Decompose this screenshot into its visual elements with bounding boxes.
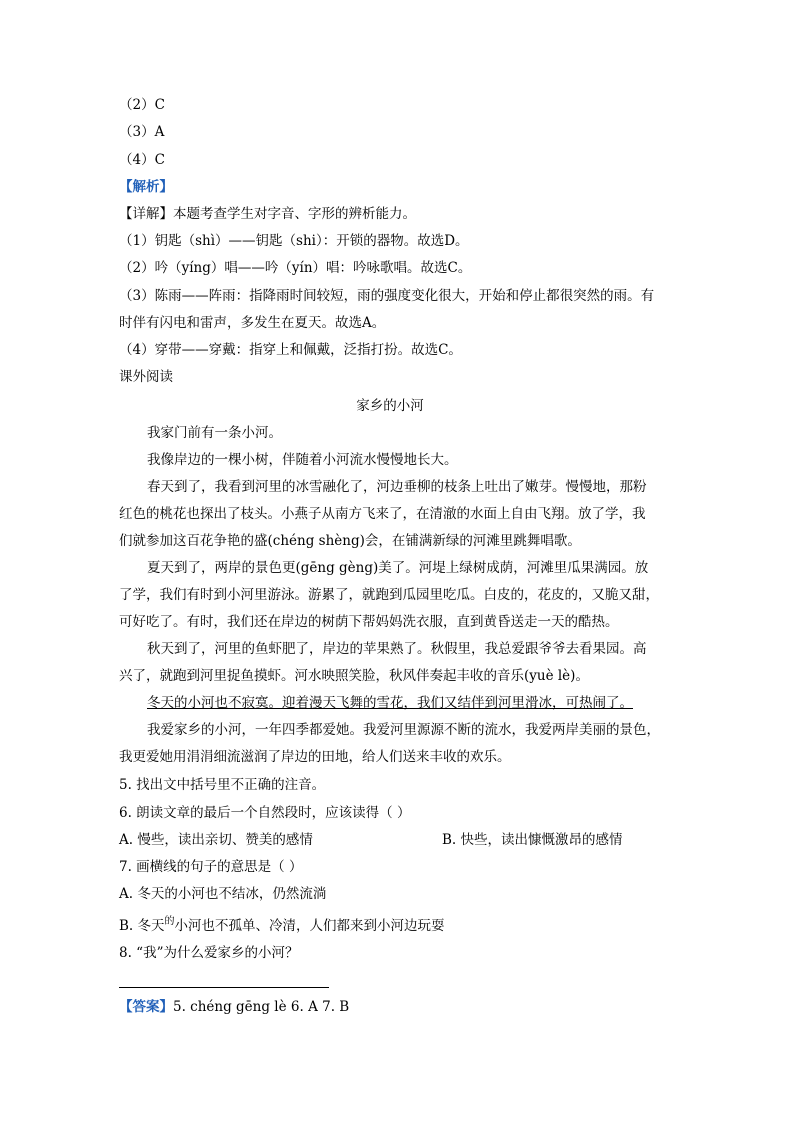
option-b-sup: 的: [164, 916, 175, 927]
passage-title: 家乡的小河: [356, 398, 424, 414]
passage-line-10: 兴了，就跑到河里捉鱼摸虾。河水映照笑脸，秋风伴奏起丰收的音乐(yuè lè)。: [119, 668, 589, 684]
answer-text: 5. chéng gēng lè 6. A 7. B: [173, 999, 350, 1015]
jiexi-label: 【解析】: [119, 179, 173, 195]
explanation-3-cont: 时伴有闪电和雷声，多发生在夏天。故选A。: [119, 315, 386, 331]
question-7: 7. 画横线的句子的意思是（ ）: [119, 859, 303, 875]
passage-line-4: 红色的桃花也探出了枝头。小燕子从南方飞来了，在清澈的水面上自由飞翔。放了学，我: [119, 506, 646, 522]
passage-line-2: 我像岸边的一棵小树，伴随着小河流水慢慢地长大。: [147, 452, 458, 468]
answer-4: （4）C: [119, 152, 165, 168]
xiangjie-line: [119, 204, 416, 224]
passage-line-7: 了学，我们有时到小河里游泳。游累了，就跑到瓜园里吃瓜。白皮的，花皮的，又脆又甜，: [119, 587, 659, 603]
option-b-post: 小河也不孤单、冷清，人们都来到小河边玩耍: [174, 918, 445, 934]
passage-line-6: 夏天到了，两岸的景色更(gēng gèng)美了。河堤上绿树成荫，河滩里瓜果满园。放: [147, 560, 649, 576]
passage-line-8: 可好吃了。有时，我们还在岸边的树荫下帮妈妈洗衣服，直到黄昏送走一天的酷热。: [119, 614, 619, 630]
answer-label: 【答案】: [119, 999, 173, 1015]
option-b-pre: B. 冬天: [119, 918, 165, 934]
explanation-2: （2）吟（yíng）唱——吟（yín）唱：吟咏歌唱。故选C。: [119, 260, 472, 276]
question-6: 6. 朗读文章的最后一个自然段时，应该读得（ ）: [119, 805, 411, 821]
passage-line-13: 我更爱她用涓涓细流滋润了岸边的田地，给人们送来丰收的欢乐。: [119, 749, 511, 765]
answer-2: （2）C: [119, 97, 165, 113]
question-7-option-a: A. 冬天的小河也不结冰，仍然流淌: [119, 886, 327, 902]
xiangjie-text: 本题考查学生对字音、字形的辨析能力。: [173, 206, 416, 222]
explanation-1: （1）钥匙（shì）——钥匙（shi）：开锁的器物。故选D。: [119, 233, 469, 249]
question-5: 5. 找出文中括号里不正确的注音。: [119, 777, 326, 793]
passage-line-1: 我家门前有一条小河。: [147, 425, 282, 441]
passage-line-5: 们就参加这百花争艳的盛(chéng shèng)会，在铺满新绿的河滩里跳舞唱歌。: [119, 533, 581, 549]
answer-3: （3）A: [119, 124, 165, 140]
passage-line-12: 我爱家乡的小河，一年四季都爱她。我爱河里源源不断的流水，我爱两岸美丽的景色，: [147, 722, 660, 738]
xiangjie-label: 【详解】: [119, 206, 173, 222]
passage-line-11-underlined: 冬天的小河也不寂寞。迎着漫天飞舞的雪花，我们又结伴到河里滑冰，可热闹了。: [147, 695, 633, 711]
passage-line-9: 秋天到了，河里的鱼虾肥了，岸边的苹果熟了。秋假里，我总爱跟爷爷去看果园。高: [147, 641, 647, 657]
question-6-option-a: A. 慢些，读出亲切、赞美的感情: [119, 832, 313, 848]
question-7-option-b: [119, 916, 445, 938]
explanation-3: （3）陈雨——阵雨：指降雨时间较短，雨的强度变化很大，开始和停止都很突然的雨。有: [119, 288, 655, 304]
answer-line: [119, 997, 349, 1017]
divider-rule: [119, 987, 329, 988]
question-6-option-b: B. 快些，读出慷慨激昂的感情: [442, 832, 623, 848]
section-title: 课外阅读: [119, 369, 173, 385]
explanation-4: （4）穿带——穿戴：指穿上和佩戴，泛指打扮。故选C。: [119, 342, 462, 358]
passage-line-3: 春天到了，我看到河里的冰雪融化了，河边垂柳的枝条上吐出了嫩芽。慢慢地，那粉: [147, 479, 647, 495]
question-8: 8. “我”为什么爱家乡的小河？: [119, 945, 299, 961]
